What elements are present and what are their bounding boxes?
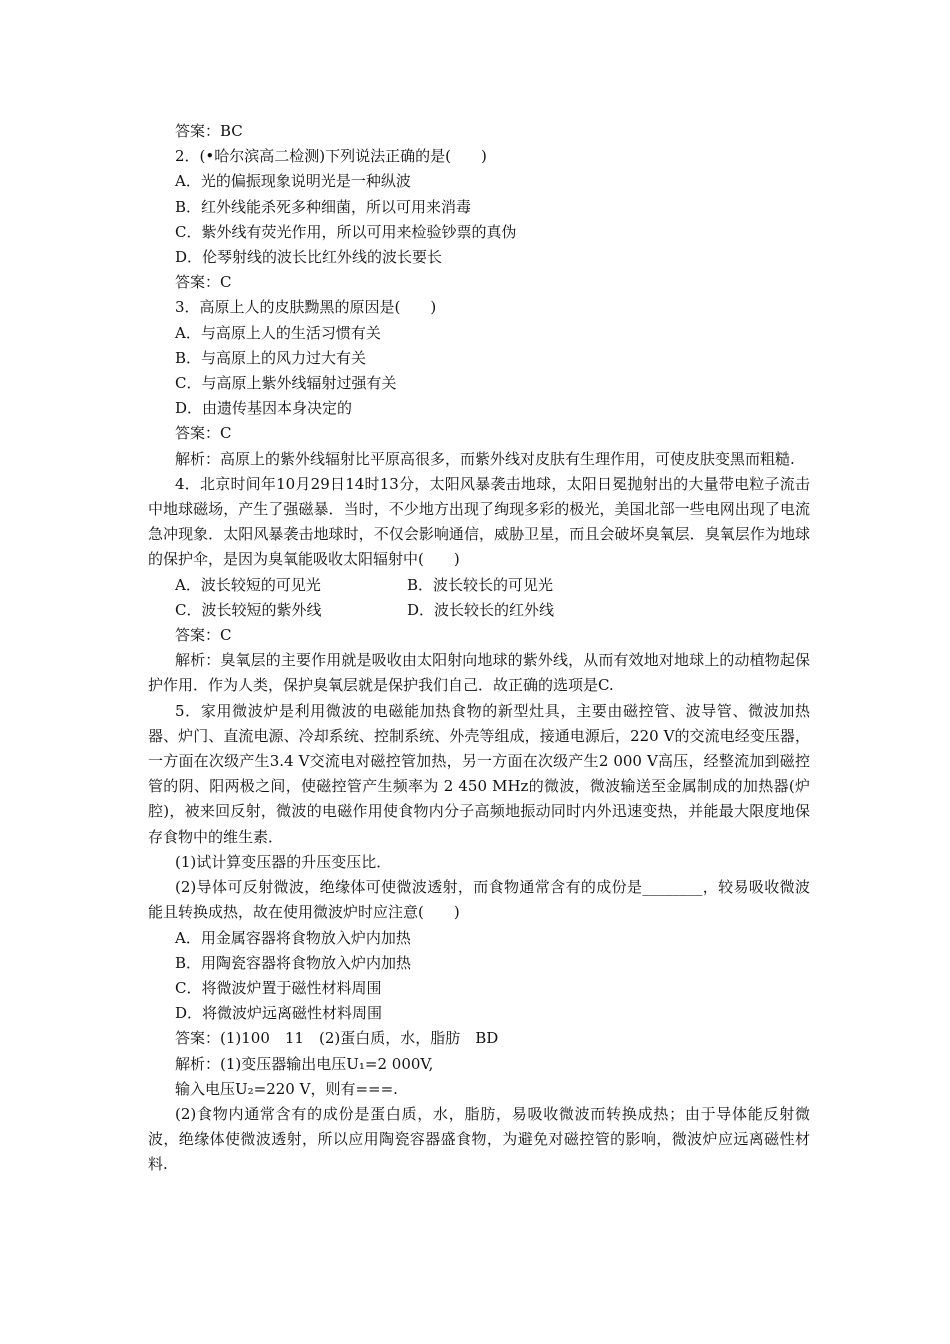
q5-option-d: D．将微波炉远离磁性材料周围 <box>175 1004 383 1023</box>
document-body <box>148 119 810 1178</box>
q4-option-c: C．波长较短的紫外线 <box>175 600 322 619</box>
q5-option-c: C．将微波炉置于磁性材料周围 <box>175 978 382 997</box>
q5-sub1: (1)试计算变压器的升压变压比． <box>175 852 392 871</box>
q2-option-b: B．红外线能杀死多种细菌，所以可用来消毒 <box>175 197 472 216</box>
q3-stem: 3．高原上人的皮肤黝黑的原因是( ) <box>175 298 437 317</box>
q2-option-d: D．伦琴射线的波长比红外线的波长要长 <box>175 248 443 267</box>
q1-answer: 答案：BC <box>175 122 243 140</box>
q4-option-a: A．波长较短的可见光 <box>175 575 321 594</box>
q5-analysis-3: (2)食物内通常含有的成份是蛋白质，水，脂肪，易吸收微波而转换成热；由于导体能反射微波，绝缘体使微波透射，所以应用陶瓷容器盛食物，为避免对磁控管的影响，微波炉应远离磁性材料. <box>148 1104 810 1174</box>
q2-option-c: C．紫外线有荧光作用，所以可用来检验钞票的真伪 <box>175 222 517 241</box>
q4-option-d: D．波长较长的红外线 <box>407 600 555 619</box>
q4-analysis: 解析：臭氧层的主要作用就是吸收由太阳射向地球的紫外线，从而有效地对地球上的动植物起保护作用．作为人类，保护臭氧层就是保护我们自己．故正确的选项是C. <box>148 651 810 695</box>
q3-option-d: D．由遗传基因本身决定的 <box>175 399 353 418</box>
q3-option-a: A．与高原上人的生活习惯有关 <box>175 323 381 342</box>
q4-option-b: B．波长较长的可见光 <box>407 575 554 594</box>
q5-sub2: (2)导体可反射微波，绝缘体可使微波透射，而食物通常含有的成份是________，较易吸收微波能且转换成热，故在使用微波炉时应注意( ) <box>148 878 810 922</box>
q4-stem: 4．北京时间年10月29日14时13分，太阳风暴袭击地球，太阳日冕抛射出的大量带电粒子流击中地球磁场，产生了强磁暴．当时，不少地方出现了绚现多彩的极光，美国北部一些电网出现了电流急冲现象．太阳风暴袭击地球时，不仅会影响通信，威胁卫星，而且会破坏臭氧层．臭氧层作为地球的保护伞，是因为臭氧能吸收太阳辐射中( ) <box>148 474 810 569</box>
q4-options-row-1 <box>148 573 810 598</box>
q2-option-a: A．光的偏振现象说明光是一种纵波 <box>175 172 411 191</box>
q4-options-row-2 <box>148 598 810 623</box>
q2-stem: 2．(•哈尔滨高二检测)下列说法正确的是( ) <box>175 147 487 166</box>
q5-answer: 答案：(1)100 11 (2)蛋白质，水，脂肪 BD <box>175 1029 499 1048</box>
q5-option-a: A．用金属容器将食物放入炉内加热 <box>175 928 411 947</box>
q5-analysis-1: 解析：(1)变压器输出电压U₁=2 000V, <box>175 1054 434 1073</box>
q3-option-c: C．与高原上紫外线辐射过强有关 <box>175 374 397 393</box>
q2-answer: 答案：C <box>175 273 232 292</box>
q5-stem: 5．家用微波炉是利用微波的电磁能加热食物的新型灶具，主要由磁控管、波导管、微波加热器、炉门、直流电源、冷却系统、控制系统、外壳等组成，接通电源后，220 V的交流电经变压器，一方面在次级产生3.4 V交流电对磁控管加热，另一方面在次级产生2 000 V高压，经整流加到磁控管的阴、阳两极之间，使磁控管产生频率为 2 450 MHz的微波，微波输送至金属制成的加热器(炉腔)，被来回反射，微波的电磁作用使食物内分子高频地振动同时内外迅速变热，并能最大限度地保存食物中的维生素． <box>148 701 810 846</box>
q3-option-b: B．与高原上的风力过大有关 <box>175 348 367 367</box>
q4-answer: 答案：C <box>175 626 232 645</box>
q3-answer: 答案：C <box>175 424 232 443</box>
q5-option-b: B．用陶瓷容器将食物放入炉内加热 <box>175 953 412 972</box>
q5-analysis-2: 输入电压U₂=220 V，则有===. <box>175 1079 398 1098</box>
q3-analysis: 解析：高原上的紫外线辐射比平原高很多，而紫外线对皮肤有生理作用，可使皮肤变黑而粗糙. <box>175 449 795 468</box>
